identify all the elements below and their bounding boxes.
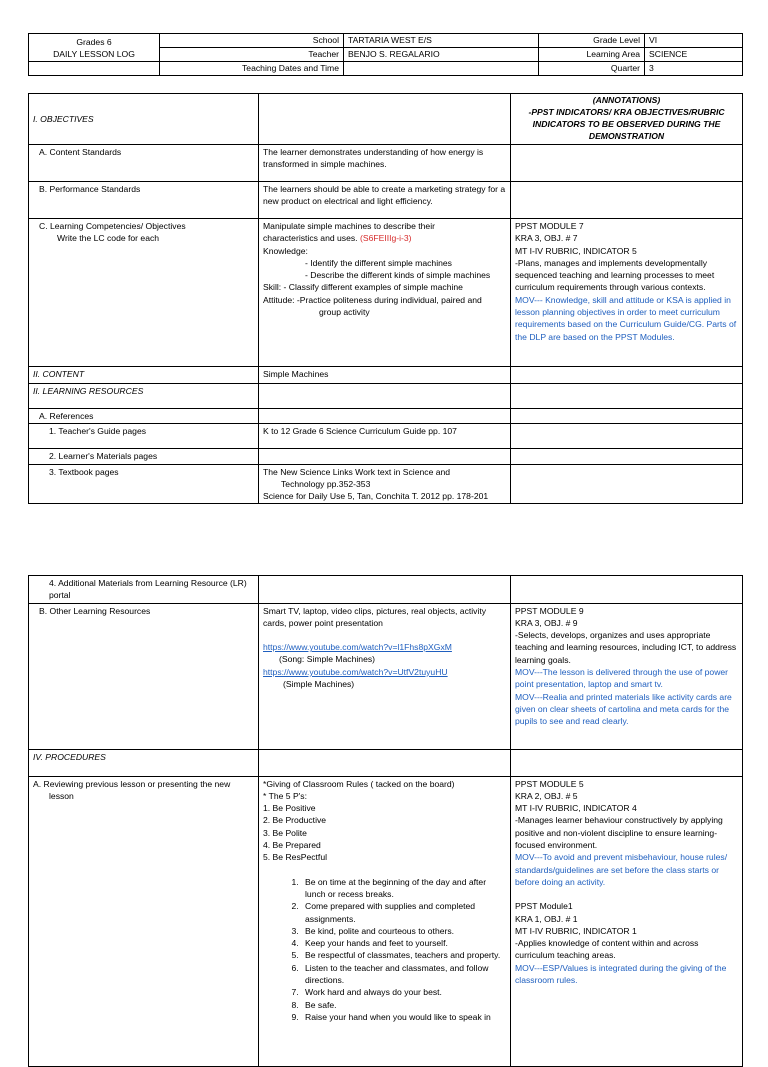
- teacher-value: BENJO S. REGALARIO: [344, 48, 539, 62]
- procedures-title: IV. PROCEDURES: [29, 749, 259, 776]
- log-title: DAILY LESSON LOG: [53, 48, 135, 59]
- additional-materials-annotation: [511, 576, 743, 604]
- mov-text: MOV--- Knowledge, skill and attitude or KSA is applied in lesson planning objectives in order to meet curriculum requirements based on the Curriculum Guide/CG. Parts of the DLP are based on the PPST Modules.: [515, 294, 737, 342]
- content-title: II. CONTENT: [29, 367, 259, 384]
- classroom-rules-list: [263, 876, 506, 1024]
- performance-standards-annotation: [511, 182, 743, 219]
- mov-text: MOV---The lesson is delivered through the use of power point presentation, laptop and smart tv.: [515, 667, 729, 690]
- grade-level-value: VI: [645, 34, 743, 48]
- procedure-a-content: *Giving of Classroom Rules ( tacked on the board) * The 5 P's: 1. Be Positive 2. Be Productive 3. Be Polite 4. Be Prepared 5. Be ResPectful 1. Be on time at the beginning of the day and after lunch or recess breaks. 2. Come prepared with supplies and completed assignments. 3. Be kind, polite and courteous to others. 4. Keep your hands and feet to yourself. 5. Be respectful of classmates, teachers and property. 6. Listen to the teacher and classmates, and follow directions. 7. Work hard and always do your best. 8. Be safe. 9. Raise your hand when you would like to speak in: [259, 776, 511, 1066]
- other-resources-annotation: PPST MODULE 9 KRA 3, OBJ. # 9 -Selects, develops, organizes and uses appropriate teaching and learning resources, including ICT, to address learning goals. MOV---The lesson is delivered through the use of power point presentation, laptop and smart tv. MOV---Realia and printed materials like activity cards are given on clear sheets of cartolina and meta cards for the pupils to see and read clearly.: [511, 603, 743, 749]
- school-label: School: [160, 34, 344, 48]
- procedures-middle: [259, 749, 511, 776]
- content-value: Simple Machines: [259, 367, 511, 384]
- mov-text: MOV---Realia and printed materials like activity cards are given on clear sheets of cartolina and meta cards for the pupils to see and read clearly.: [515, 691, 732, 727]
- additional-materials-label: 4. Additional Materials from Learning Resource (LR) portal: [29, 576, 259, 604]
- resources-title: II. LEARNING RESOURCES: [29, 384, 259, 409]
- grade-level-label: Grade Level: [539, 34, 645, 48]
- content-standards-annotation: [511, 145, 743, 182]
- references-annotation: [511, 409, 743, 424]
- performance-standards-label: B. Performance Standards: [29, 182, 259, 219]
- content-annotation: [511, 367, 743, 384]
- references-label: A. References: [29, 409, 259, 424]
- lesson-table-1: [28, 93, 743, 504]
- textbook-value: The New Science Links Work text in Science and Technology pp.352-353 Science for Daily Use 5, Tan, Conchita T. 2012 pp. 178-201: [259, 464, 511, 504]
- other-resources-label: B. Other Learning Resources: [29, 603, 259, 749]
- learners-materials-value: [259, 449, 511, 464]
- references-middle: [259, 409, 511, 424]
- procedure-a-annotation: PPST MODULE 5 KRA 2, OBJ. # 5 MT I-IV RUBRIC, INDICATOR 4 -Manages learner behaviour constructively by applying positive and non-violent discipline to ensure learning-focused environment. MOV---To avoid and prevent misbehaviour, house rules/ standards/guidelines are set before the class starts or before doing an activity. PPST Module1 KRA 1, OBJ. # 1 MT I-IV RUBRIC, INDICATOR 1 -Applies knowledge of content within and across curriculum teaching areas. MOV---ESP/Values is integrated during the giving of the classroom rules.: [511, 776, 743, 1066]
- annotations-header: (ANNOTATIONS) -PPST INDICATORS/ KRA OBJECTIVES/RUBRIC INDICATORS TO BE OBSERVED DURING THE DEMONSTRATION: [511, 94, 743, 145]
- content-standards-label: A. Content Standards: [29, 145, 259, 182]
- teachers-guide-label: 1. Teacher's Guide pages: [29, 424, 259, 449]
- header-table: [28, 33, 743, 76]
- youtube-link-song[interactable]: https://www.youtube.com/watch?v=l1Fhs8pXGxM: [263, 642, 452, 653]
- additional-materials-value: [259, 576, 511, 604]
- learners-materials-label: 2. Learner's Materials pages: [29, 449, 259, 464]
- list-item: 3. Be kind, polite and courteous to others.: [301, 925, 506, 937]
- grades-cell: [29, 34, 160, 62]
- objectives-middle: [259, 94, 511, 145]
- textbook-annotation: [511, 464, 743, 504]
- list-item: 6. Listen to the teacher and classmates, and follow directions.: [301, 962, 506, 987]
- other-resources-value: Smart TV, laptop, video clips, pictures, real objects, activity cards, power point presentation https://www.youtube.com/watch?v=l1Fhs8pXGxM (Song: Simple Machines) https://www.youtube.com/watch?v=UtfV2tuyuHU (Simple Machines): [259, 603, 511, 749]
- mov-text: MOV---ESP/Values is integrated during the giving of the classroom rules.: [515, 962, 727, 986]
- dates-value: [344, 62, 539, 76]
- list-item: 1. Be on time at the beginning of the day and after lunch or recess breaks.: [301, 876, 506, 901]
- youtube-link-simple-machines[interactable]: https://www.youtube.com/watch?v=UtfV2tuyuHU: [263, 666, 448, 677]
- dates-label: Teaching Dates and Time: [160, 62, 344, 76]
- list-item: 9. Raise your hand when you would like to speak in: [301, 1011, 506, 1023]
- objectives-title: I. OBJECTIVES: [29, 94, 259, 145]
- teacher-label: Teacher: [160, 48, 344, 62]
- quarter-label: Quarter: [539, 62, 645, 76]
- learning-area-value: SCIENCE: [645, 48, 743, 62]
- learners-materials-annotation: [511, 449, 743, 464]
- competencies-annotation: PPST MODULE 7 KRA 3, OBJ. # 7 MT I-IV RUBRIC, INDICATOR 5 -Plans, manages and implements developmentally sequenced teaching and learning processes to meet curriculum requirements through various contexts. MOV--- Knowledge, skill and attitude or KSA is applied in lesson planning objectives in order to meet curriculum requirements based on the Curriculum Guide/CG. Parts of the DLP are based on the PPST Modules.: [511, 219, 743, 367]
- teachers-guide-annotation: [511, 424, 743, 449]
- empty-cell: [29, 62, 160, 76]
- school-value: TARTARIA WEST E/S: [344, 34, 539, 48]
- list-item: 7. Work hard and always do your best.: [301, 986, 506, 998]
- quarter-value: 3: [645, 62, 743, 76]
- resources-middle: [259, 384, 511, 409]
- teachers-guide-value: K to 12 Grade 6 Science Curriculum Guide pp. 107: [259, 424, 511, 449]
- mov-text: MOV---To avoid and prevent misbehaviour, house rules/ standards/guidelines are set before the class starts or before doing an activity.: [515, 852, 728, 887]
- lc-code: (S6FEIIIg-i-3): [359, 233, 412, 244]
- procedures-annotation: [511, 749, 743, 776]
- performance-standards-text: The learners should be able to create a marketing strategy for a new product on electrical and light efficiency.: [259, 182, 511, 219]
- textbook-label: 3. Textbook pages: [29, 464, 259, 504]
- resources-annotation: [511, 384, 743, 409]
- list-item: 2. Come prepared with supplies and completed assignments.: [301, 900, 506, 925]
- competencies-text: Manipulate simple machines to describe their characteristics and uses. (S6FEIIIg-i-3) Knowledge: - Identify the different simple machines - Describe the different kinds of simple machines Skill: - Classify different examples of simple machine Attitude: -Practice politeness during individual, paired and group activity: [259, 219, 511, 367]
- competencies-label: C. Learning Competencies/ Objectives Write the LC code for each: [29, 219, 259, 367]
- list-item: 5. Be respectful of classmates, teachers and property.: [301, 949, 506, 961]
- grades-label: Grades 6: [76, 36, 112, 47]
- list-item: 4. Keep your hands and feet to yourself.: [301, 937, 506, 949]
- learning-area-label: Learning Area: [539, 48, 645, 62]
- list-item: 8. Be safe.: [301, 999, 506, 1011]
- procedure-a-label: A. Reviewing previous lesson or presenting the new lesson: [29, 776, 259, 1066]
- content-standards-text: The learner demonstrates understanding of how energy is transformed in simple machines.: [259, 145, 511, 182]
- lesson-table-2: [28, 575, 743, 1067]
